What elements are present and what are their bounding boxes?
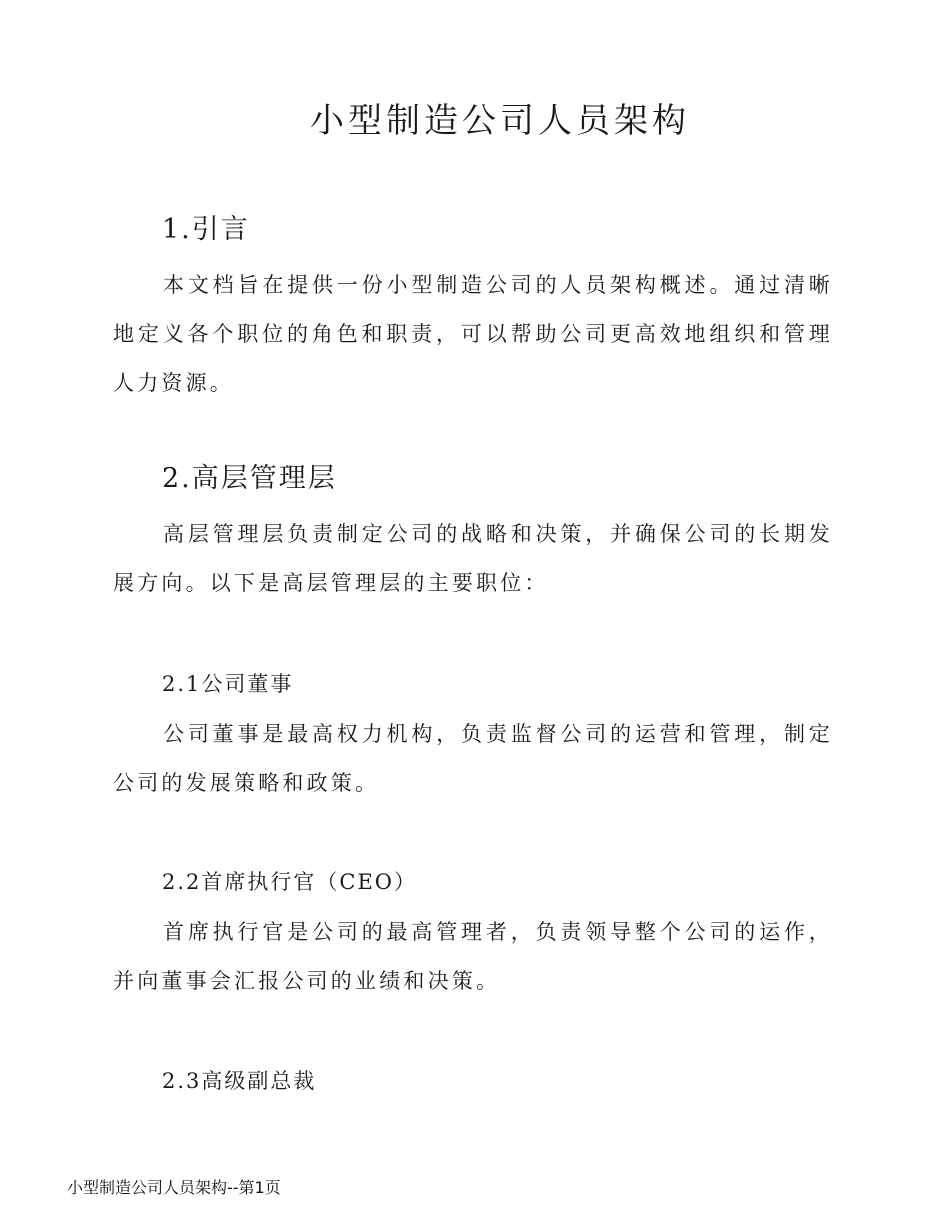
page-footer: 小型制造公司人员架构--第1页 <box>67 1178 281 1197</box>
subsection-paragraph-directors: 公司董事是最高权力机构，负责监督公司的运营和管理，制定公司的发展策略和政策。 <box>113 722 833 795</box>
section-paragraph-introduction: 本文档旨在提供一份小型制造公司的人员架构概述。通过清晰地定义各个职位的角色和职责，可以帮助公司更高效地组织和管理人力资源。 <box>113 273 833 395</box>
subsection-paragraph-ceo: 首席执行官是公司的最高管理者，负责领导整个公司的运作，并向董事会汇报公司的业绩和决策。 <box>113 920 833 993</box>
section-heading-introduction: 1.引言 <box>162 214 250 245</box>
section-heading-senior-management: 2.高层管理层 <box>162 463 337 494</box>
document-title: 小型制造公司人员架构 <box>310 101 690 141</box>
section-paragraph-senior-management: 高层管理层负责制定公司的战略和决策，并确保公司的长期发展方向。以下是高层管理层的主要职位： <box>113 522 833 595</box>
subsection-heading-svp: 2.3高级副总裁 <box>162 1069 317 1093</box>
subsection-heading-ceo: 2.2首席执行官（CEO） <box>162 870 418 894</box>
subsection-heading-directors: 2.1公司董事 <box>162 672 294 696</box>
